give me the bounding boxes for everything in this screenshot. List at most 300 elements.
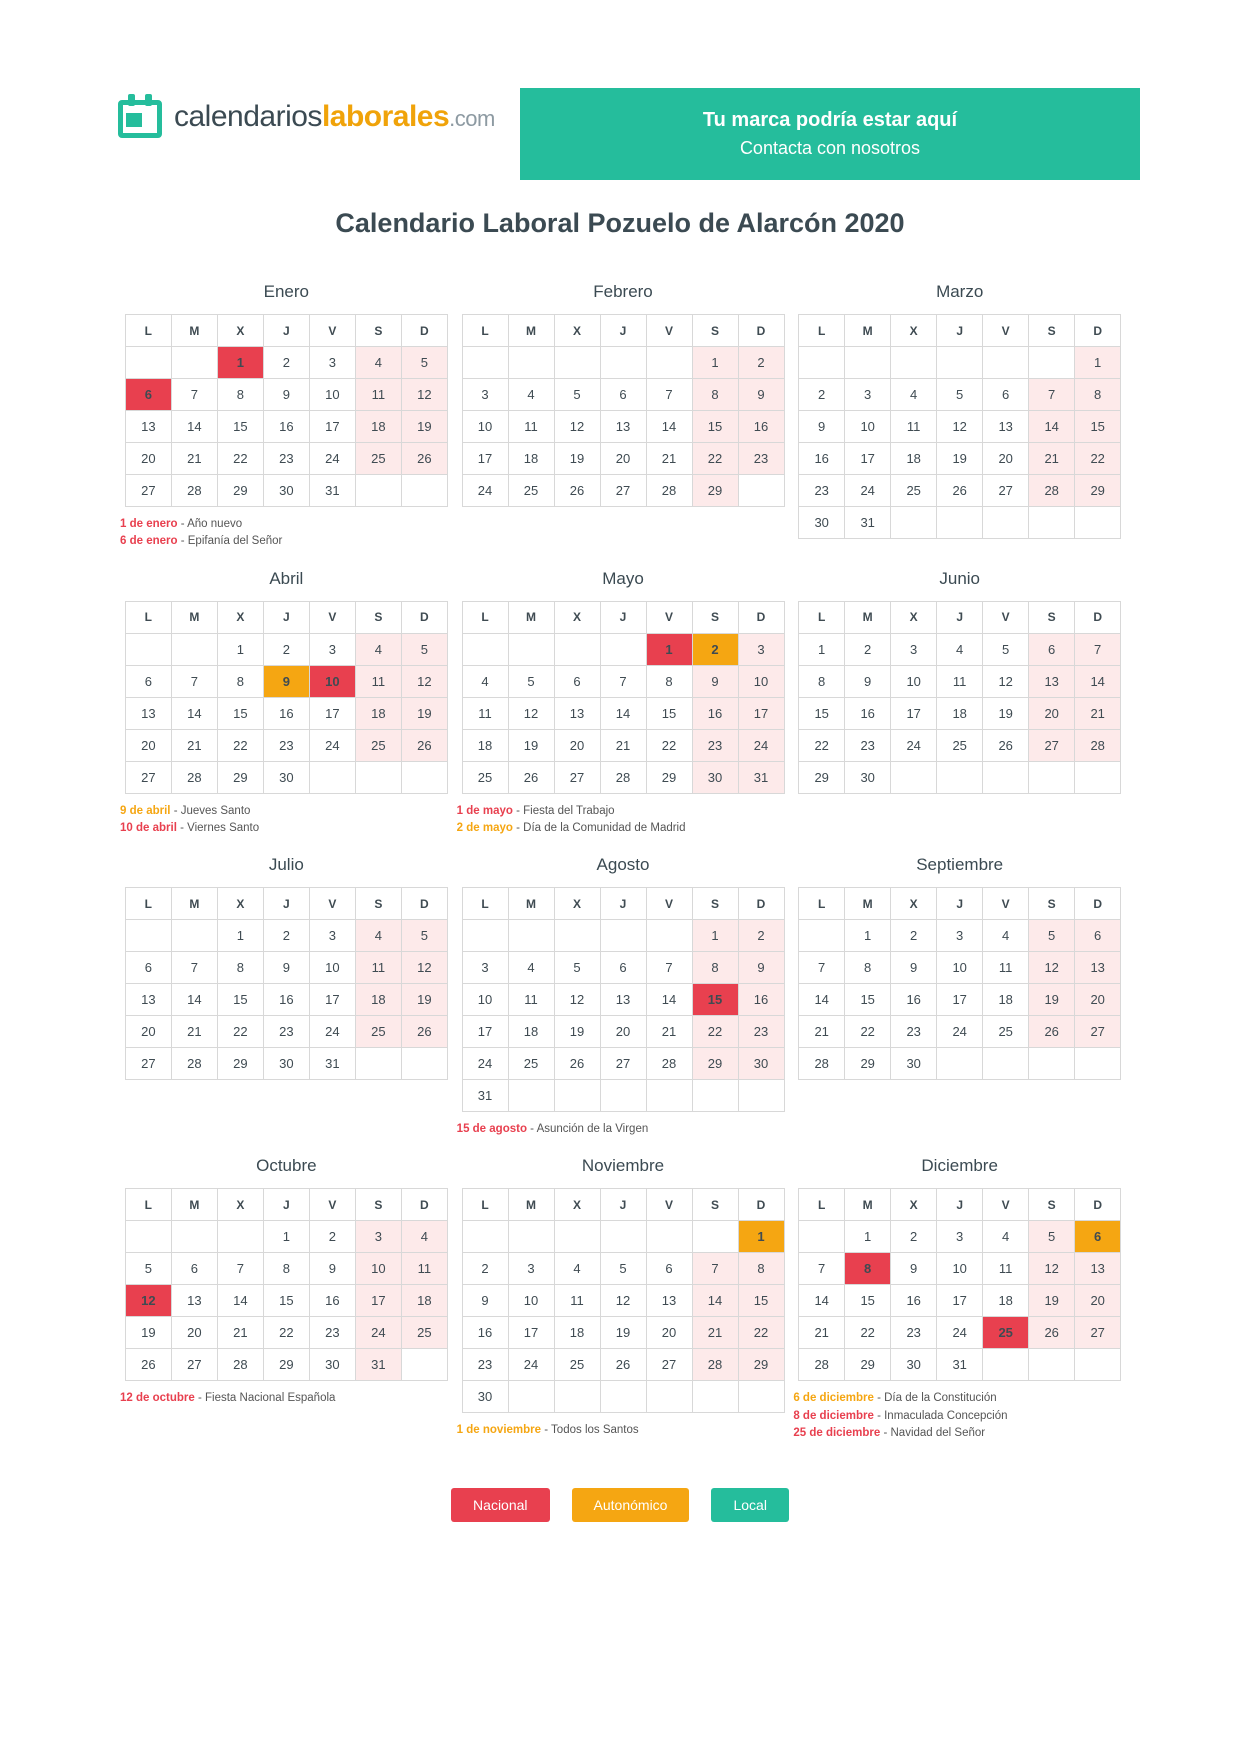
day-cell: 23 (263, 443, 309, 475)
month-title: Junio (939, 568, 980, 588)
day-cell: 13 (125, 984, 171, 1016)
week-row (799, 952, 1121, 984)
weekend-day-cell: 21 (1029, 443, 1075, 475)
legend-item-nacional[interactable]: Nacional (451, 1488, 549, 1522)
holiday-note-text: - Epifanía del Señor (177, 535, 283, 548)
weekday-header-row (125, 315, 447, 347)
month-title: Marzo (936, 282, 984, 301)
day-cell: 29 (845, 1048, 891, 1080)
weekday-header-m-1: M (171, 315, 217, 347)
weekday-header-x-2: X (217, 1189, 263, 1221)
weekend-day-cell: 19 (1029, 984, 1075, 1016)
day-cell: 23 (891, 1016, 937, 1048)
weekend-day-cell: 12 (1029, 1253, 1075, 1285)
weekday-header-l-0: L (462, 315, 508, 347)
day-cell: 30 (263, 761, 309, 793)
weekday-header-d-6: D (401, 888, 447, 920)
day-cell: 19 (600, 1317, 646, 1349)
week-row (462, 411, 784, 443)
week-row (125, 1317, 447, 1349)
day-cell: 3 (462, 952, 508, 984)
empty-day-cell (462, 1221, 508, 1253)
empty-day-cell (1029, 507, 1075, 539)
holiday-note-text: - Jueves Santo (170, 804, 251, 817)
day-cell: 23 (462, 1349, 508, 1381)
holiday-note (120, 533, 455, 550)
month-calendar-table (125, 887, 448, 1080)
week-row (799, 1253, 1121, 1285)
holiday-note (457, 803, 792, 820)
day-cell: 13 (171, 1285, 217, 1317)
weekend-day-cell: 26 (401, 729, 447, 761)
weekend-day-cell: 22 (1075, 443, 1121, 475)
weekday-header-m-1: M (845, 1189, 891, 1221)
empty-day-cell (1029, 1349, 1075, 1381)
weekend-day-cell: 15 (1075, 411, 1121, 443)
weekday-header-x-2: X (891, 315, 937, 347)
weekend-day-cell: 25 (355, 729, 401, 761)
weekday-header-m-1: M (171, 1189, 217, 1221)
weekend-day-cell: 28 (1075, 729, 1121, 761)
month-block (455, 569, 792, 838)
day-cell: 14 (217, 1285, 263, 1317)
weekday-header-s-5: S (692, 315, 738, 347)
week-row (799, 697, 1121, 729)
weekday-header-v-4: V (646, 1189, 692, 1221)
day-cell: 24 (937, 1016, 983, 1048)
empty-day-cell (937, 1048, 983, 1080)
row-spacer (118, 551, 1128, 569)
weekday-header-v-4: V (983, 1189, 1029, 1221)
legend-item-local[interactable]: Local (711, 1488, 788, 1522)
day-cell: 27 (125, 1048, 171, 1080)
day-cell: 22 (845, 1317, 891, 1349)
day-cell: 16 (263, 984, 309, 1016)
weekend-day-cell: 15 (692, 411, 738, 443)
day-cell: 9 (462, 1285, 508, 1317)
week-row (799, 1016, 1121, 1048)
day-cell: 27 (171, 1349, 217, 1381)
empty-day-cell (554, 1221, 600, 1253)
week-row (125, 952, 447, 984)
day-cell: 10 (845, 411, 891, 443)
holiday-notes (455, 1121, 792, 1138)
weekend-day-cell: 21 (692, 1317, 738, 1349)
day-cell: 7 (646, 379, 692, 411)
holiday-note-text: - Día de la Constitución (873, 1392, 997, 1405)
holiday-note-date: 12 de octubre (120, 1392, 195, 1405)
weekend-day-cell: 30 (738, 1048, 784, 1080)
day-cell: 6 (646, 1253, 692, 1285)
week-row (125, 1349, 447, 1381)
weekday-header-j-3: J (263, 601, 309, 633)
empty-day-cell (799, 347, 845, 379)
weekday-header-v-4: V (983, 601, 1029, 633)
day-cell: 14 (646, 984, 692, 1016)
day-cell: 8 (217, 952, 263, 984)
weekend-day-cell: 28 (1029, 475, 1075, 507)
weekday-header-m-1: M (508, 888, 554, 920)
day-cell: 27 (125, 761, 171, 793)
day-cell: 17 (937, 1285, 983, 1317)
weekday-header-s-5: S (1029, 315, 1075, 347)
weekend-day-cell: 2 (738, 920, 784, 952)
weekday-header-j-3: J (937, 315, 983, 347)
weekend-day-cell: 12 (1029, 952, 1075, 984)
day-cell: 8 (263, 1253, 309, 1285)
day-cell: 28 (217, 1349, 263, 1381)
week-row (125, 633, 447, 665)
day-cell: 13 (646, 1285, 692, 1317)
day-cell: 27 (600, 475, 646, 507)
weekend-day-cell: 27 (1029, 729, 1075, 761)
empty-day-cell (171, 347, 217, 379)
day-cell: 17 (309, 984, 355, 1016)
holiday-note (793, 1425, 1128, 1442)
empty-day-cell (401, 475, 447, 507)
day-cell: 1 (845, 920, 891, 952)
weekend-day-cell: 4 (355, 920, 401, 952)
day-cell: 16 (263, 411, 309, 443)
day-cell: 16 (799, 443, 845, 475)
week-row (462, 1253, 784, 1285)
day-cell: 23 (309, 1317, 355, 1349)
month-calendar-table (125, 314, 448, 507)
empty-day-cell (799, 920, 845, 952)
holiday-day-cell: 1 (738, 1221, 784, 1253)
day-cell: 1 (845, 1221, 891, 1253)
weekend-day-cell: 2 (738, 347, 784, 379)
weekend-day-cell: 18 (355, 697, 401, 729)
weekend-day-cell: 27 (1075, 1317, 1121, 1349)
month-block (118, 569, 455, 838)
weekday-header-l-0: L (125, 888, 171, 920)
month-title: Mayo (602, 568, 644, 588)
empty-day-cell (738, 1381, 784, 1413)
day-cell: 2 (891, 920, 937, 952)
day-cell: 29 (845, 1349, 891, 1381)
month-title: Octubre (256, 1156, 317, 1176)
day-cell: 10 (309, 379, 355, 411)
day-cell: 9 (799, 411, 845, 443)
month-block (791, 1156, 1128, 1442)
day-cell: 25 (937, 729, 983, 761)
day-cell: 6 (171, 1253, 217, 1285)
weekend-day-cell: 5 (401, 347, 447, 379)
week-row (125, 984, 447, 1016)
week-row (799, 475, 1121, 507)
week-row (125, 1048, 447, 1080)
day-cell: 24 (891, 729, 937, 761)
day-cell: 13 (983, 411, 1029, 443)
holiday-note-date: 25 de diciembre (793, 1426, 881, 1439)
weekend-day-cell: 14 (692, 1285, 738, 1317)
day-cell: 27 (646, 1349, 692, 1381)
weekday-header-j-3: J (600, 888, 646, 920)
day-cell: 15 (799, 697, 845, 729)
month-block (455, 1156, 792, 1442)
weekend-day-cell: 22 (738, 1317, 784, 1349)
weekend-day-cell: 9 (692, 665, 738, 697)
holiday-note-date: 6 de diciembre (793, 1392, 874, 1405)
weekday-header-v-4: V (309, 315, 355, 347)
week-row (125, 1016, 447, 1048)
day-cell: 1 (263, 1221, 309, 1253)
day-cell: 19 (554, 443, 600, 475)
day-cell: 9 (845, 665, 891, 697)
day-cell: 4 (554, 1253, 600, 1285)
empty-day-cell (462, 920, 508, 952)
week-row (799, 761, 1121, 793)
day-cell: 30 (799, 507, 845, 539)
day-cell: 4 (937, 633, 983, 665)
month-title: Enero (263, 282, 310, 301)
ad-banner[interactable] (520, 88, 1140, 180)
empty-day-cell (1029, 761, 1075, 793)
weekend-day-cell: 26 (1029, 1016, 1075, 1048)
week-row (125, 665, 447, 697)
day-cell: 24 (309, 1016, 355, 1048)
weekday-header-x-2: X (891, 1189, 937, 1221)
weekend-day-cell: 5 (1029, 1221, 1075, 1253)
day-cell: 11 (983, 1253, 1029, 1285)
empty-day-cell (937, 347, 983, 379)
day-cell: 9 (309, 1253, 355, 1285)
weekend-day-cell: 14 (1075, 665, 1121, 697)
weekend-day-cell: 11 (355, 665, 401, 697)
day-cell: 8 (217, 665, 263, 697)
weekend-day-cell: 19 (401, 411, 447, 443)
day-cell: 22 (845, 1016, 891, 1048)
page-title: Calendario Laboral Pozuelo de Alarcón 2020 (335, 208, 905, 238)
week-row (462, 443, 784, 475)
day-cell: 23 (263, 729, 309, 761)
weekday-header-v-4: V (646, 601, 692, 633)
weekend-day-cell: 20 (1075, 1285, 1121, 1317)
holiday-day-cell: 15 (692, 984, 738, 1016)
day-cell: 28 (600, 761, 646, 793)
weekday-header-l-0: L (125, 601, 171, 633)
day-cell: 6 (600, 952, 646, 984)
week-row (799, 411, 1121, 443)
weekday-header-s-5: S (355, 315, 401, 347)
holiday-note-date: 15 de agosto (456, 1123, 527, 1135)
day-cell: 21 (799, 1016, 845, 1048)
weekend-day-cell: 20 (1075, 984, 1121, 1016)
month-title: Julio (268, 855, 304, 874)
month-calendar-table (798, 601, 1121, 794)
day-cell: 10 (937, 952, 983, 984)
empty-day-cell (508, 1381, 554, 1413)
month-title: Febrero (593, 282, 653, 301)
weekend-day-cell: 22 (692, 1016, 738, 1048)
weekday-header-l-0: L (799, 315, 845, 347)
day-cell: 18 (983, 1285, 1029, 1317)
day-cell: 29 (217, 761, 263, 793)
week-row (799, 1285, 1121, 1317)
weekend-day-cell: 3 (355, 1221, 401, 1253)
weekend-day-cell: 27 (1075, 1016, 1121, 1048)
weekend-day-cell: 9 (738, 379, 784, 411)
empty-day-cell (355, 1048, 401, 1080)
empty-day-cell (401, 1349, 447, 1381)
weekend-day-cell: 24 (738, 729, 784, 761)
months-row (118, 1156, 1128, 1442)
week-row (462, 633, 784, 665)
weekday-header-row (799, 315, 1121, 347)
day-cell: 31 (309, 475, 355, 507)
day-cell: 26 (508, 761, 554, 793)
weekend-day-cell: 23 (738, 443, 784, 475)
day-cell: 3 (309, 920, 355, 952)
day-cell: 9 (263, 952, 309, 984)
weekend-day-cell: 12 (401, 952, 447, 984)
day-cell: 16 (891, 984, 937, 1016)
day-cell: 16 (462, 1317, 508, 1349)
day-cell: 27 (983, 475, 1029, 507)
holiday-notes (118, 516, 455, 551)
day-cell: 30 (891, 1048, 937, 1080)
weekday-header-row (799, 601, 1121, 633)
day-cell: 5 (554, 952, 600, 984)
day-cell: 27 (125, 475, 171, 507)
weekday-header-x-2: X (891, 888, 937, 920)
day-cell: 31 (462, 1080, 508, 1112)
empty-day-cell (508, 1080, 554, 1112)
week-row (462, 952, 784, 984)
day-cell: 7 (171, 665, 217, 697)
weekend-day-cell: 12 (401, 379, 447, 411)
month-calendar-table (125, 601, 448, 794)
weekend-day-cell: 25 (401, 1317, 447, 1349)
week-row (125, 475, 447, 507)
day-cell: 28 (171, 475, 217, 507)
day-cell: 21 (600, 729, 646, 761)
week-row (462, 1381, 784, 1413)
empty-day-cell (171, 1221, 217, 1253)
empty-day-cell (554, 1080, 600, 1112)
day-cell: 6 (125, 952, 171, 984)
day-cell: 23 (799, 475, 845, 507)
weekend-day-cell: 16 (738, 411, 784, 443)
day-cell: 15 (217, 984, 263, 1016)
empty-day-cell (1029, 347, 1075, 379)
week-row (125, 729, 447, 761)
empty-day-cell (125, 633, 171, 665)
day-cell: 2 (309, 1221, 355, 1253)
day-cell: 14 (799, 1285, 845, 1317)
holiday-day-cell: 9 (263, 665, 309, 697)
holiday-note (120, 1390, 455, 1407)
months-row (118, 855, 1128, 1138)
week-row (799, 507, 1121, 539)
weekday-header-m-1: M (845, 601, 891, 633)
brand-name-part1: calendarios (174, 100, 322, 133)
day-cell: 28 (799, 1349, 845, 1381)
day-cell: 21 (171, 443, 217, 475)
day-cell: 18 (462, 729, 508, 761)
empty-day-cell (1075, 761, 1121, 793)
day-cell: 2 (799, 379, 845, 411)
weekend-day-cell: 30 (692, 761, 738, 793)
week-row (799, 379, 1121, 411)
weekend-day-cell: 13 (1075, 952, 1121, 984)
day-cell: 2 (263, 347, 309, 379)
day-cell: 4 (508, 952, 554, 984)
weekday-header-l-0: L (125, 1189, 171, 1221)
weekend-day-cell: 8 (1075, 379, 1121, 411)
holiday-note (120, 803, 455, 820)
day-cell: 4 (983, 1221, 1029, 1253)
month-calendar-table (462, 314, 785, 507)
week-row (125, 1285, 447, 1317)
weekend-day-cell: 12 (401, 665, 447, 697)
day-cell: 11 (983, 952, 1029, 984)
day-cell: 25 (554, 1349, 600, 1381)
weekday-header-v-4: V (646, 888, 692, 920)
holiday-note-date: 6 de enero (120, 535, 178, 548)
day-cell: 16 (845, 697, 891, 729)
weekday-header-m-1: M (845, 315, 891, 347)
empty-day-cell (508, 633, 554, 665)
weekend-day-cell: 11 (355, 379, 401, 411)
weekend-day-cell: 26 (401, 443, 447, 475)
empty-day-cell (937, 507, 983, 539)
day-cell: 25 (462, 761, 508, 793)
weekday-header-m-1: M (171, 888, 217, 920)
month-calendar-table (125, 1188, 448, 1381)
day-cell: 10 (891, 665, 937, 697)
day-cell: 15 (845, 1285, 891, 1317)
weekend-day-cell: 29 (692, 475, 738, 507)
day-cell: 7 (171, 952, 217, 984)
day-cell: 22 (217, 1016, 263, 1048)
holiday-day-cell: 25 (983, 1317, 1029, 1349)
empty-day-cell (554, 633, 600, 665)
month-title: Septiembre (916, 855, 1004, 874)
weekend-day-cell: 9 (738, 952, 784, 984)
holiday-note-date: 1 de enero (120, 518, 178, 530)
day-cell: 20 (125, 443, 171, 475)
brand-logo[interactable] (118, 94, 495, 140)
holiday-note (793, 1390, 1128, 1407)
empty-day-cell (600, 920, 646, 952)
holiday-note-text: - Fiesta del Trabajo (512, 804, 615, 817)
holiday-notes (455, 1422, 792, 1439)
day-cell: 11 (508, 411, 554, 443)
day-cell: 2 (845, 633, 891, 665)
weekend-day-cell: 6 (1075, 920, 1121, 952)
holiday-note-text: - Asunción de la Virgen (526, 1123, 649, 1135)
weekend-day-cell: 1 (692, 347, 738, 379)
weekend-day-cell: 28 (692, 1349, 738, 1381)
day-cell: 8 (646, 665, 692, 697)
day-cell: 19 (508, 729, 554, 761)
month-title: Abril (269, 568, 304, 588)
holiday-notes (791, 1390, 1128, 1442)
day-cell: 11 (891, 411, 937, 443)
weekday-header-j-3: J (937, 1189, 983, 1221)
day-cell: 23 (845, 729, 891, 761)
day-cell: 11 (508, 984, 554, 1016)
weekend-day-cell: 18 (355, 984, 401, 1016)
weekday-header-s-5: S (692, 888, 738, 920)
day-cell: 25 (891, 475, 937, 507)
day-cell: 29 (263, 1349, 309, 1381)
legend-item-autonómico[interactable]: Autonómico (572, 1488, 690, 1522)
holiday-notes (118, 803, 455, 838)
week-row (462, 1048, 784, 1080)
